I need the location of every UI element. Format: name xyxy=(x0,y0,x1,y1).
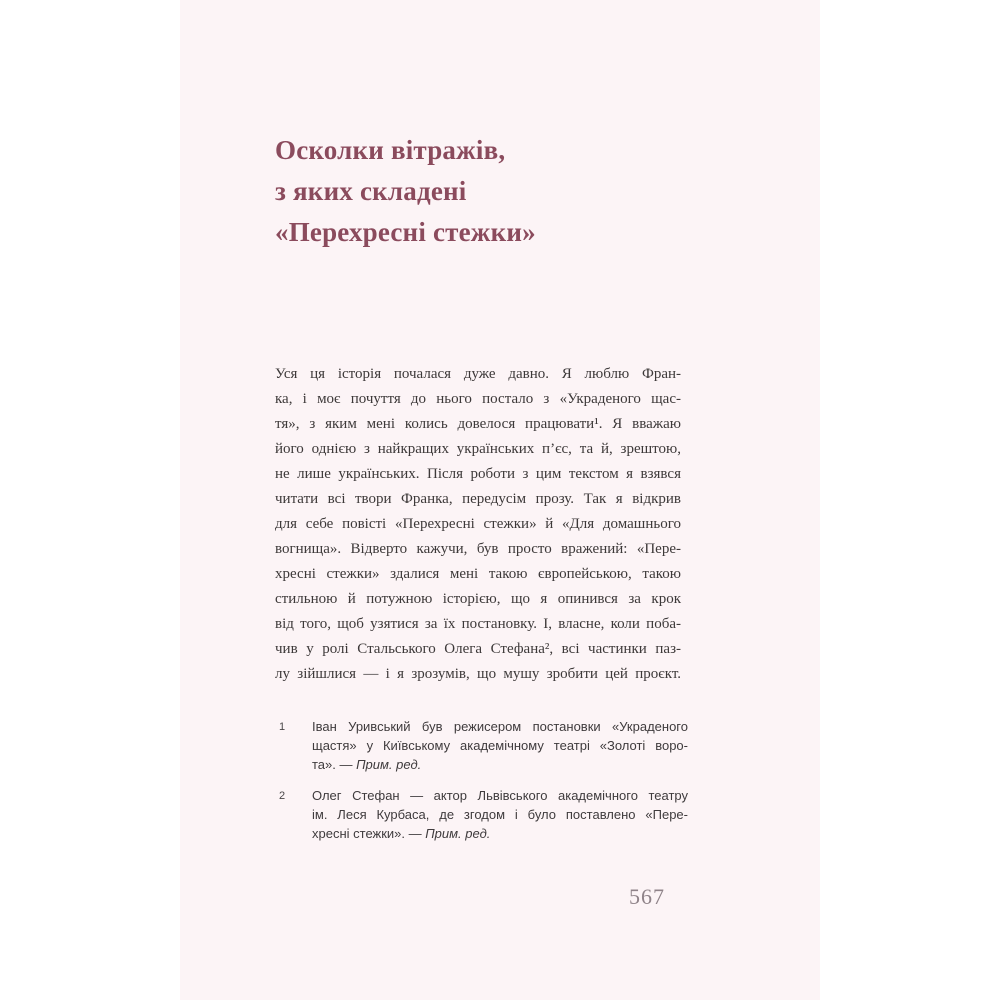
body-line: чив у ролі Стальського Олега Стефана², всі частинки паз- xyxy=(275,641,681,657)
chapter-title-line: Осколки вітражів, xyxy=(275,135,506,165)
footnote-1 xyxy=(279,717,688,774)
body-line: Уся ця історія почалася дуже давно. Я люблю Фран- xyxy=(275,366,681,382)
editor-note-label: Прим. ред. xyxy=(356,757,422,772)
footnote-1-number: 1 xyxy=(279,721,286,733)
footnote-last-line xyxy=(312,755,688,774)
body-line: тя», з яким мені колись довелося працювати¹. Я вважаю xyxy=(275,416,681,432)
footnote-last-line xyxy=(312,824,688,843)
footnote-line: Олег Стефан — актор Львівського академічного театру xyxy=(312,788,688,803)
footnote-line: Іван Уривський був режисером постановки «Украденого xyxy=(312,719,688,734)
footnote-2 xyxy=(279,786,688,843)
body-paragraph xyxy=(275,362,681,687)
footnote-2-text xyxy=(312,786,688,843)
body-line: ка, і моє почуття до нього постало з «Украденого щас- xyxy=(275,391,681,407)
body-line: стильною й потужною історією, що я опинився за крок xyxy=(275,591,681,607)
body-line: не лише українських. Після роботи з цим текстом я взявся xyxy=(275,466,681,482)
body-line: його однією з найкращих українських п’єс, та й, зрештою, xyxy=(275,441,681,457)
body-line: хресні стежки» здалися мені такою європейською, такою xyxy=(275,566,681,582)
footnote-line: ім. Леся Курбаса, де згодом і було поставлено «Пере- xyxy=(312,807,688,822)
editor-note-label: Прим. ред. xyxy=(425,826,491,841)
body-line: від того, щоб узятися за їх постановку. І, власне, коли поба- xyxy=(275,616,681,632)
body-line: вогнища». Відверто кажучи, був просто вражений: «Пере- xyxy=(275,541,681,557)
body-line: лу зійшлися — і я зрозумів, що мушу зробити цей проєкт. xyxy=(275,666,681,682)
chapter-title-line: з яких складені xyxy=(275,176,467,206)
footnote-line: щастя» у Київському академічному театрі «Золоті воро- xyxy=(312,738,688,753)
footnote-last-line-text: та». — xyxy=(312,757,357,772)
footnote-last-line-text: хресні стежки». — xyxy=(312,826,426,841)
footnote-1-text xyxy=(312,717,688,774)
book-page xyxy=(180,0,820,1000)
body-line: для себе повісті «Перехресні стежки» й «Для домашнього xyxy=(275,516,681,532)
footnote-2-number: 2 xyxy=(279,790,286,802)
chapter-title-line: «Перехресні стежки» xyxy=(275,217,536,247)
body-line: читати всі твори Франка, передусім прозу. Так я відкрив xyxy=(275,491,681,507)
page-number: 567 xyxy=(629,884,665,909)
chapter-title xyxy=(275,130,695,253)
